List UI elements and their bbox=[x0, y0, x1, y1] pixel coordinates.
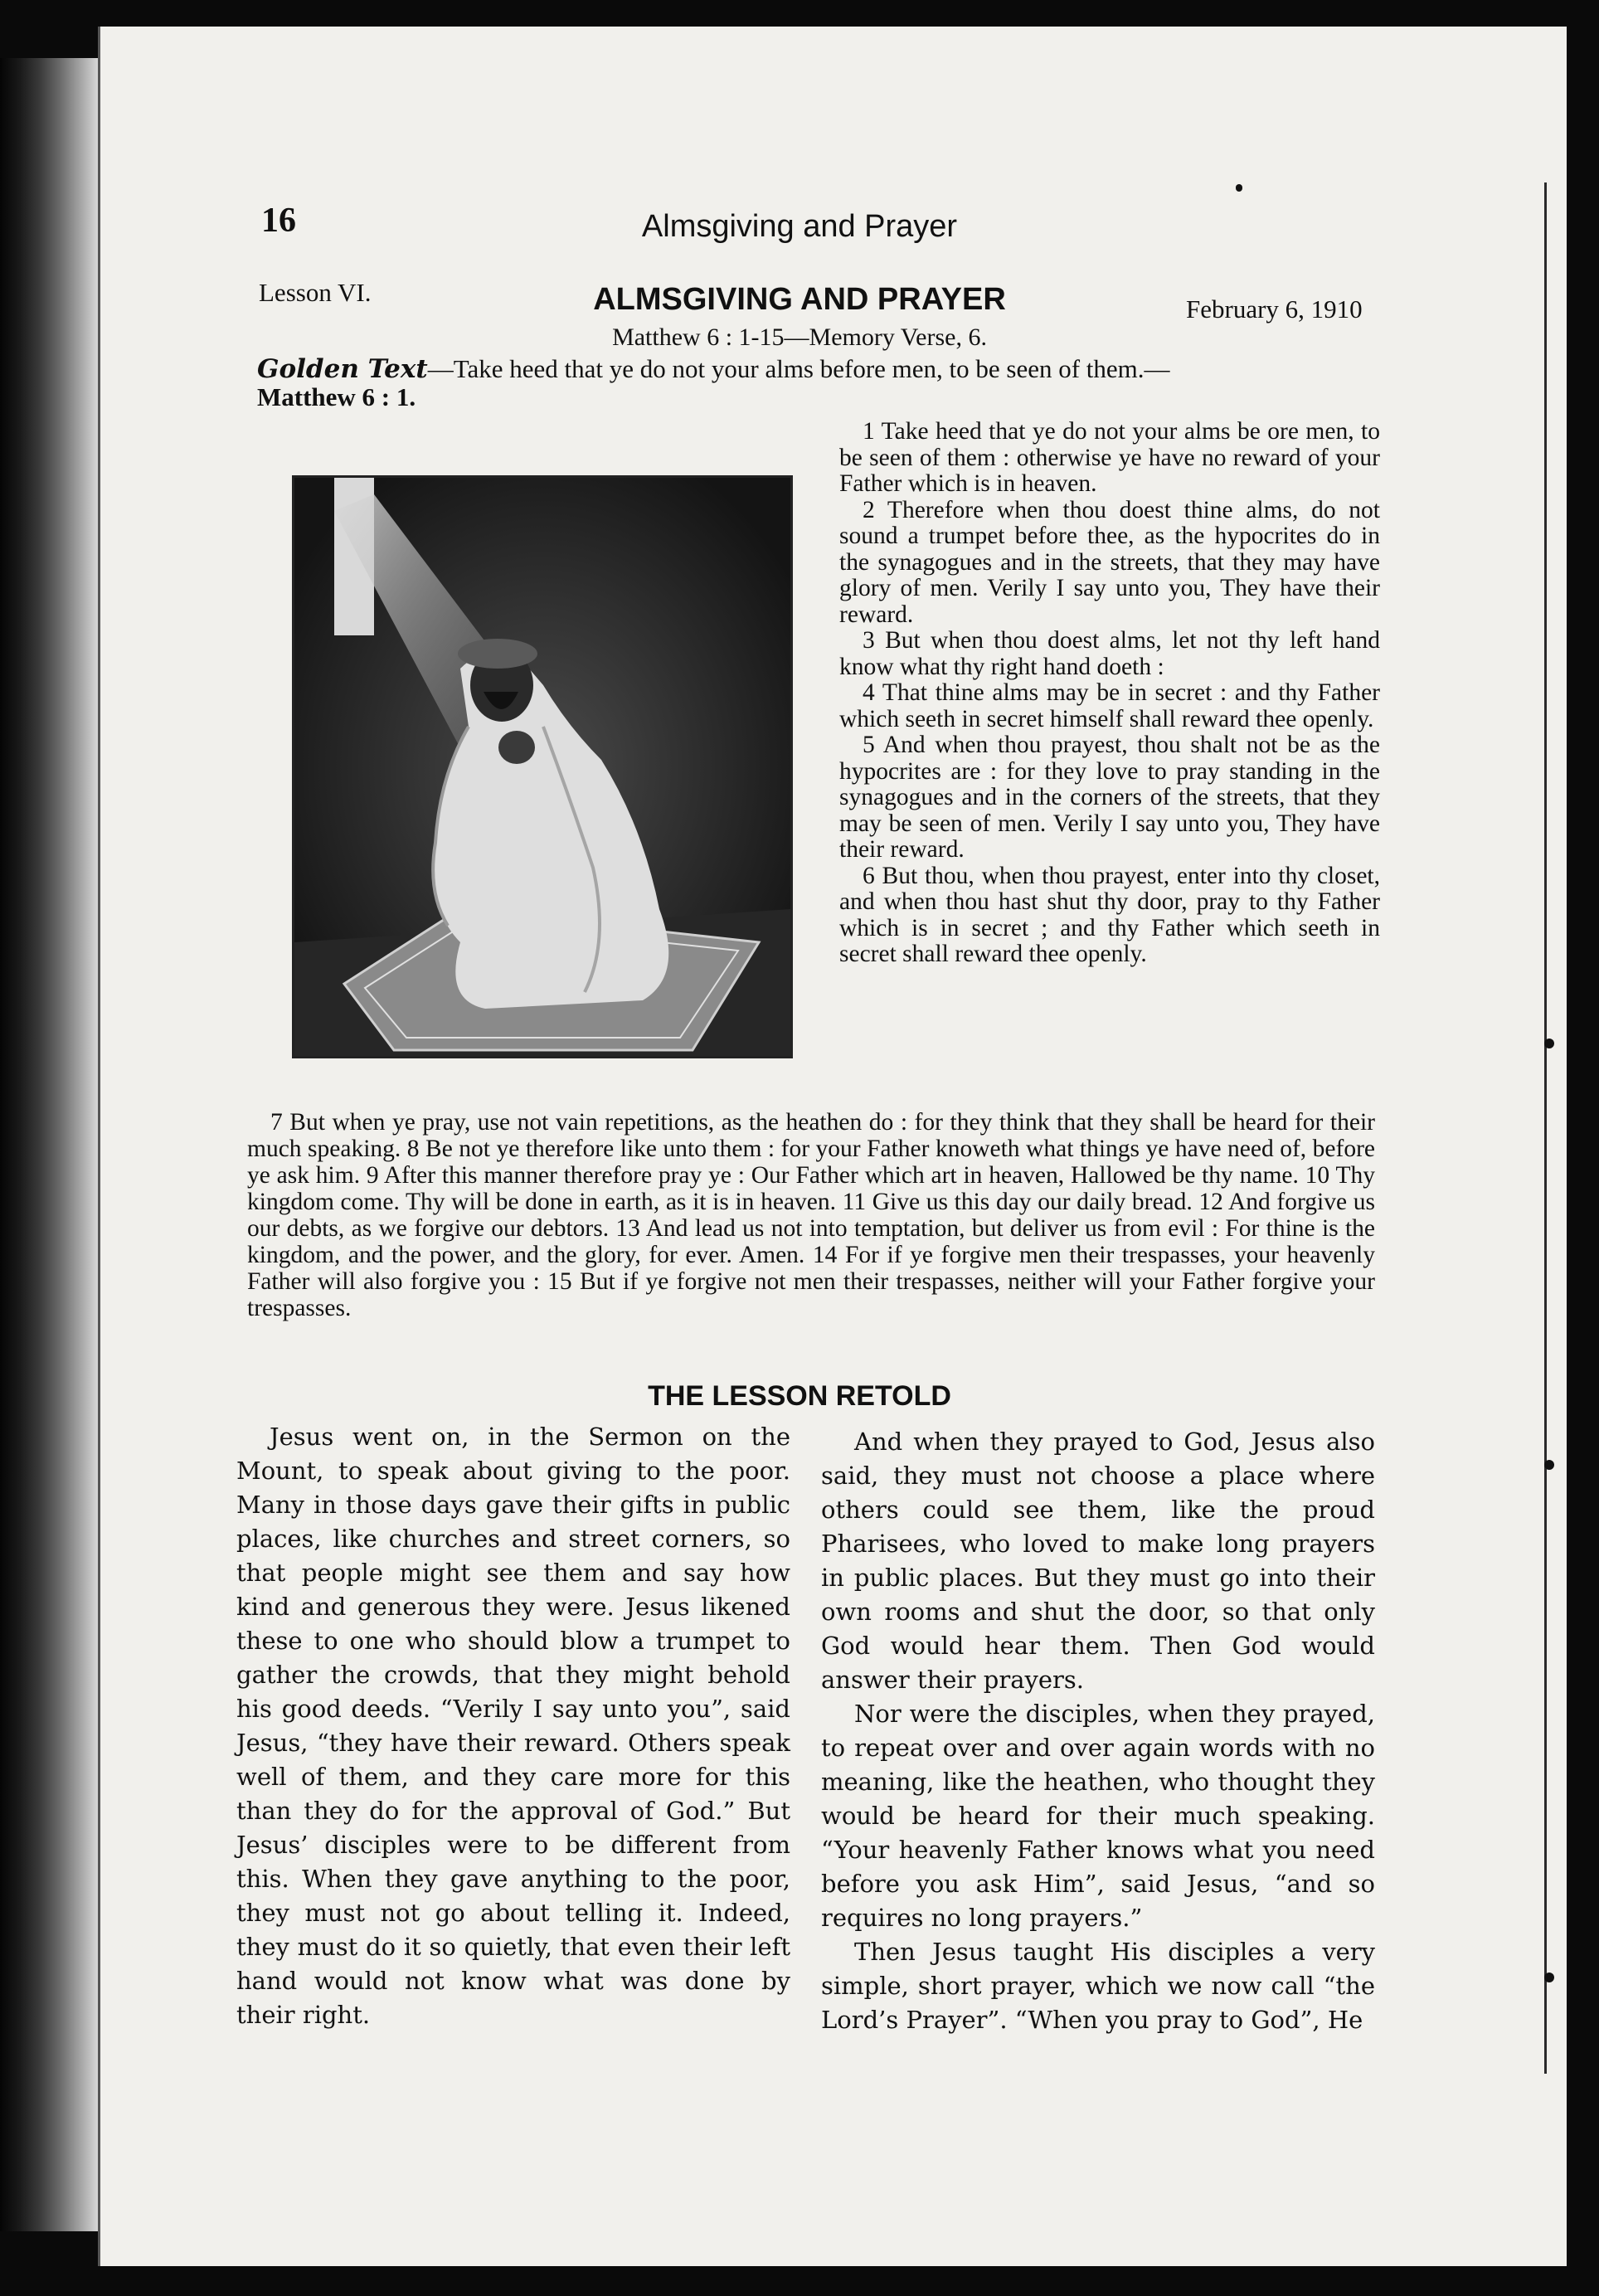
margin-mark bbox=[1236, 184, 1242, 192]
verse-paragraph: 7 But when ye pray, use not vain repetitions, as the heathen do : for they think that they shall be heard for their much speaking. 8 Be not ye therefore like unto them : for your Father knoweth what things ye have need of, before ye ask him. 9 After this manner therefore pray ye : Our Father which art in heaven, Hallowed be thy name. 10 Thy kingdom come. Thy will be done in earth, as it is in heaven. 11 Give us this day our daily bread. 12 And forgive us our debts, as we forgive our debtors. 13 And lead us not into temptation, but deliver us from evil : For thine is the kingdom, and the power, and the glory, for ever. Amen. 14 For if ye forgive men their trespasses, your heavenly Father will also forgive you : 15 But if ye forgive not men their trespasses, neither will your Father forgive your trespasses. bbox=[247, 1109, 1375, 1321]
golden-text bbox=[257, 355, 1402, 411]
retold-paragraph: Then Jesus taught His disciples a very simple, short prayer, which we now call “the Lord’s Prayer”. “When you pray to God”, He bbox=[821, 1938, 1375, 2034]
lesson-date: February 6, 1910 bbox=[1186, 294, 1363, 323]
retold-paragraph: Nor were the disciples, when they prayed, to repeat over and over again words with no meaning, like the heathen, who thought they would be heard for their much speaking. “Your heavenly Father knows what you need before you ask Him”, said Jesus, “and so requires no long prayers.” bbox=[821, 1700, 1375, 1932]
running-title: Almsgiving and Prayer bbox=[641, 209, 958, 244]
scripture-verses-1-6 bbox=[839, 419, 1380, 968]
golden-text-body: —Take heed that ye do not your alms before men, to be seen of them.— bbox=[427, 354, 1170, 383]
golden-text-reference: Matthew 6 : 1. bbox=[257, 382, 416, 411]
retold-right-column bbox=[821, 1425, 1375, 2037]
golden-text-label: Golden Text bbox=[257, 354, 428, 384]
praying-man-icon bbox=[294, 478, 790, 1056]
page-number: 16 bbox=[261, 202, 296, 240]
verse-paragraph: 6 But thou, when thou prayest, enter into thy closet, and when thou hast shut thy door, pray to thy Father which is in secret ; and thy Father which seeth in secret shall reward thee openly. bbox=[839, 862, 1380, 967]
page-right-edge-line bbox=[1544, 182, 1547, 2074]
verse-paragraph: 2 Therefore when thou doest thine alms, do not sound a trumpet before thee, as the hypocrites do in the synagogues and in the streets, that they may have glory of men. Verily I say unto you, They have their reward. bbox=[839, 496, 1380, 628]
retold-left-column bbox=[236, 1420, 790, 2032]
lesson-title: ALMSGIVING AND PRAYER bbox=[593, 282, 1006, 317]
margin-mark bbox=[1544, 1973, 1554, 1982]
margin-mark bbox=[1544, 1460, 1554, 1470]
lesson-retold-heading: THE LESSON RETOLD bbox=[648, 1380, 951, 1412]
verse-paragraph: 1 Take heed that ye do not your alms be ore men, to be seen of them : otherwise ye have no reward of your Father which is in heaven. bbox=[839, 418, 1380, 497]
lesson-number: Lesson VI. bbox=[259, 278, 372, 307]
retold-paragraph: And when they prayed to God, Jesus also said, they must not choose a place where others could see them, like the proud Pharisees, who loved to make long prayers in public places. But they must go into their own rooms and shut the door, so that only God would hear them. Then God would answer their prayers. bbox=[821, 1428, 1375, 1694]
scripture-verses-7-15 bbox=[247, 1109, 1375, 1321]
praying-man-illustration bbox=[292, 475, 793, 1058]
book-spine-edge bbox=[0, 58, 100, 2231]
margin-mark bbox=[1544, 1039, 1554, 1048]
verse-paragraph: 3 But when thou doest alms, let not thy left hand know what thy right hand doeth : bbox=[839, 627, 1380, 680]
memory-verse: Matthew 6 : 1-15—Memory Verse, 6. bbox=[612, 323, 987, 351]
verse-paragraph: 5 And when thou prayest, thou shalt not be as the hypocrites are : for they love to pray standing in the synagogues and in the corners of the streets, that they may be seen of men. Verily I say unto you, They have their reward. bbox=[839, 732, 1380, 863]
retold-paragraph: Jesus went on, in the Sermon on the Mount, to speak about giving to the poor. Many in those days gave their gifts in public places, like churches and street corners, so that people might see them and say how kind and generous they were. Jesus likened these to one who should blow a trumpet to gather the crowds, that they might behold his good deeds. “Verily I say unto you”, said Jesus, “they have their reward. Others speak well of them, and they care more for this than they do for the approval of God.” But Jesus’ disciples were to be different from this. When they gave anything to the poor, they must not go about telling it. Indeed, they must do it so quietly, that even their left hand would not know what was done by their right. bbox=[236, 1423, 790, 2029]
verse-paragraph: 4 That thine alms may be in secret : and thy Father which seeth in secret himself shall reward thee openly. bbox=[839, 679, 1380, 732]
